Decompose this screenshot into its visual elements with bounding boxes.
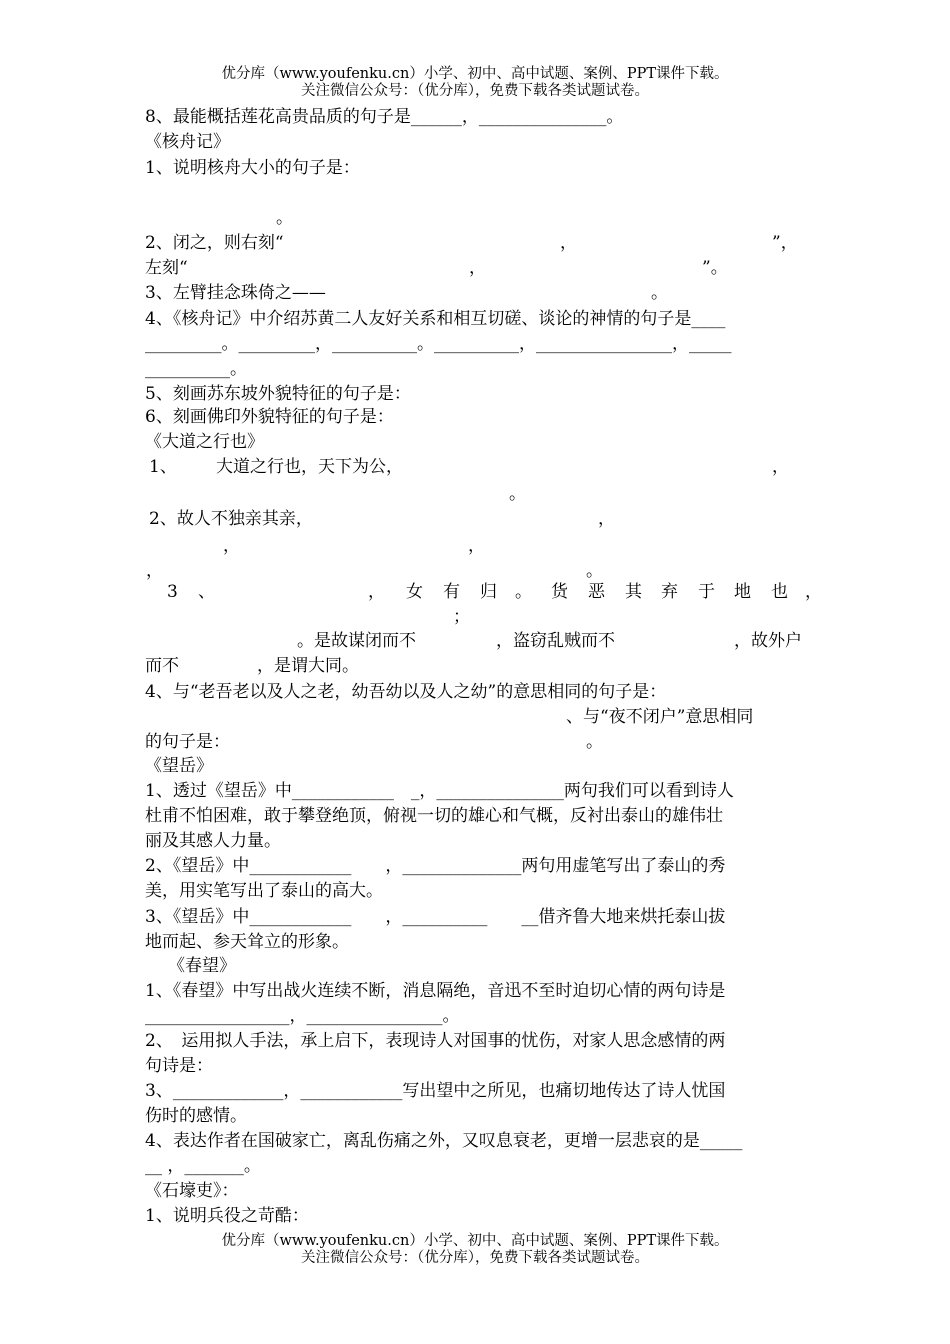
wangyue-q2-line2: 美，用实笔写出了泰山的高大。 [145,881,383,901]
wangyue-q1-line3: 丽及其感人力量。 [145,831,281,851]
hezhouji-q6: 6、刻画佛印外貌特征的句子是： [145,407,394,427]
dadao-q3-line2b: ，盗窃乱贼而不 [496,631,615,651]
dadao-q4-line2: 、与“夜不闭户”意思相同 [566,707,754,727]
dadao-q2-comma-3: ， [468,536,485,556]
hezhouji-q5: 5、刻画苏东坡外貌特征的句子是： [145,384,411,404]
chunwang-q2-line2: 句诗是： [145,1056,213,1076]
page-header [0,66,950,100]
dadao-q3-char: 弃 [661,582,678,602]
hezhouji-q2-close: ”， [772,233,798,253]
dadao-q3-char: 有 [443,582,460,602]
hezhouji-q1: 1、说明核舟大小的句子是： [145,158,360,178]
hezhouji-q2-comma-2: ， [469,258,486,278]
dadao-q4-line1: 4、与“老吾老以及人之老，幼吾幼以及人之幼”的意思相同的句子是： [145,682,667,702]
dadao-q2-comma-2: ， [223,536,240,556]
dadao-q3-char: 其 [625,582,642,602]
dadao-q3-char: ， [805,582,822,602]
dadao-title: 《大道之行也》 [145,432,264,452]
dadao-q3-line2a: 。是故谋闭而不 [297,631,416,651]
footer-line-2: 关注微信公众号：（优分库），免费下载各类试题试卷。 [301,1250,649,1266]
dadao-q2-end: 。 [586,561,603,581]
hezhouji-q4-line1: 4、《核舟记》中介绍苏黄二人友好关系和相互切磋、谈论的神情的句子是____ [145,309,726,329]
dadao-q3-line3b: ，是谓大同。 [257,656,359,676]
chunwang-q2-line1: 2、 运用拟人手法，承上启下，表现诗人对国事的忧伤，对家人思念感情的两 [145,1031,726,1051]
dadao-q4-line3: 的句子是： [145,732,230,752]
dadao-q2-comma-4: ， [146,561,163,581]
shihaoli-title: 《石壕吏》： [145,1181,239,1201]
dadao-q3-char: 也 [771,582,788,602]
dadao-q3-semicolon: ； [453,607,470,627]
hezhouji-q1-end: 。 [276,208,293,228]
wangyue-q1-line1: 1、透过《望岳》中____________ _，_______________两句我们可以看到诗人 [145,781,734,801]
dadao-q3-char: 。 [515,582,532,602]
dadao-q3-num: 3 [167,582,178,602]
dadao-q3-char: 货 [551,582,568,602]
wangyue-q3-line1: 3、《望岳》中____________ ，__________ __借齐鲁大地来烘托泰山拔 [145,907,726,927]
chunwang-q1-line2: _________________，________________。 [145,1006,460,1026]
dadao-q3-char: 恶 [588,582,605,602]
chunwang-q4-line1: 4、表达作者在国破家亡，离乱伤痛之外，又叹息衰老，更增一层悲哀的是_____ [145,1131,743,1151]
wangyue-q3-line2: 地而起、参天耸立的形象。 [145,932,349,952]
header-line-1: 优分库（www.youfenku.cn）小学、初中、高中试题、案例、PPT课件下载。 [221,66,729,82]
dadao-q1-end: 。 [509,484,526,504]
lotus-q8: 8、最能概括莲花高贵品质的句子是______，_______________。 [145,107,624,127]
hezhouji-q4-line3: __________。 [145,359,247,379]
wangyue-q1-line2: 杜甫不怕困难，敢于攀登绝顶，俯视一切的雄心和气概，反衬出泰山的雄伟壮 [145,806,723,826]
hezhouji-q3: 3、左臂挂念珠倚之—— [145,283,326,303]
shihaoli-q1: 1、说明兵役之苛酷： [145,1206,309,1226]
hezhouji-q2-end: ”。 [702,258,728,278]
chunwang-q1-line1: 1、《春望》中写出战火连续不断，消息隔绝，音迅不至时迫切心情的两句诗是 [145,981,726,1001]
dadao-q1-num: 1、 [149,457,177,477]
footer-line-1: 优分库（www.youfenku.cn）小学、初中、高中试题、案例、PPT课件下载。 [221,1233,729,1249]
wangyue-title: 《望岳》 [145,756,213,776]
chunwang-q3-line2: 伤时的感情。 [145,1106,247,1126]
chunwang-q4-line2: __ ，_______。 [145,1156,261,1176]
dadao-q2-comma-1: ， [598,509,615,529]
dadao-q3-dun: 、 [198,582,215,602]
dadao-q2-text: 2、故人不独亲其亲， [149,509,313,529]
chunwang-title: 《春望》 [168,956,236,976]
hezhouji-q2-comma: ， [560,233,577,253]
hezhouji-q3-end: 。 [651,283,668,303]
hezhouji-q4-line2: _________。_________，__________。__________，________________，_____ [145,334,732,354]
hezhouji-q2-start: 2、闭之，则右刻“ [145,233,284,253]
dadao-q3-line2c: ，故外户 [734,631,802,651]
dadao-q3-char: 于 [698,582,715,602]
dadao-q3-comma: ， [368,582,385,602]
header-line-2: 关注微信公众号：（优分库），免费下载各类试题试卷。 [301,83,649,99]
wangyue-q2-line1: 2、《望岳》中____________ ，______________两句用虚笔写出了泰山的秀 [145,856,726,876]
dadao-q3-char: 归 [480,582,497,602]
dadao-q4-end: 。 [586,732,603,752]
dadao-q3-char: 地 [734,582,751,602]
chunwang-q3-line1: 3、_____________，____________写出望中之所见，也痛切地传达了诗人忧国 [145,1081,726,1101]
dadao-q1-text: 大道之行也，天下为公， [216,457,403,477]
hezhouji-q2-left: 左刻“ [145,258,188,278]
dadao-q1-comma: ， [772,457,789,477]
page-footer [0,1233,950,1267]
dadao-q3-char: 女 [406,582,423,602]
hezhouji-title: 《核舟记》 [145,132,230,152]
dadao-q3-line3a: 而不 [145,656,179,676]
